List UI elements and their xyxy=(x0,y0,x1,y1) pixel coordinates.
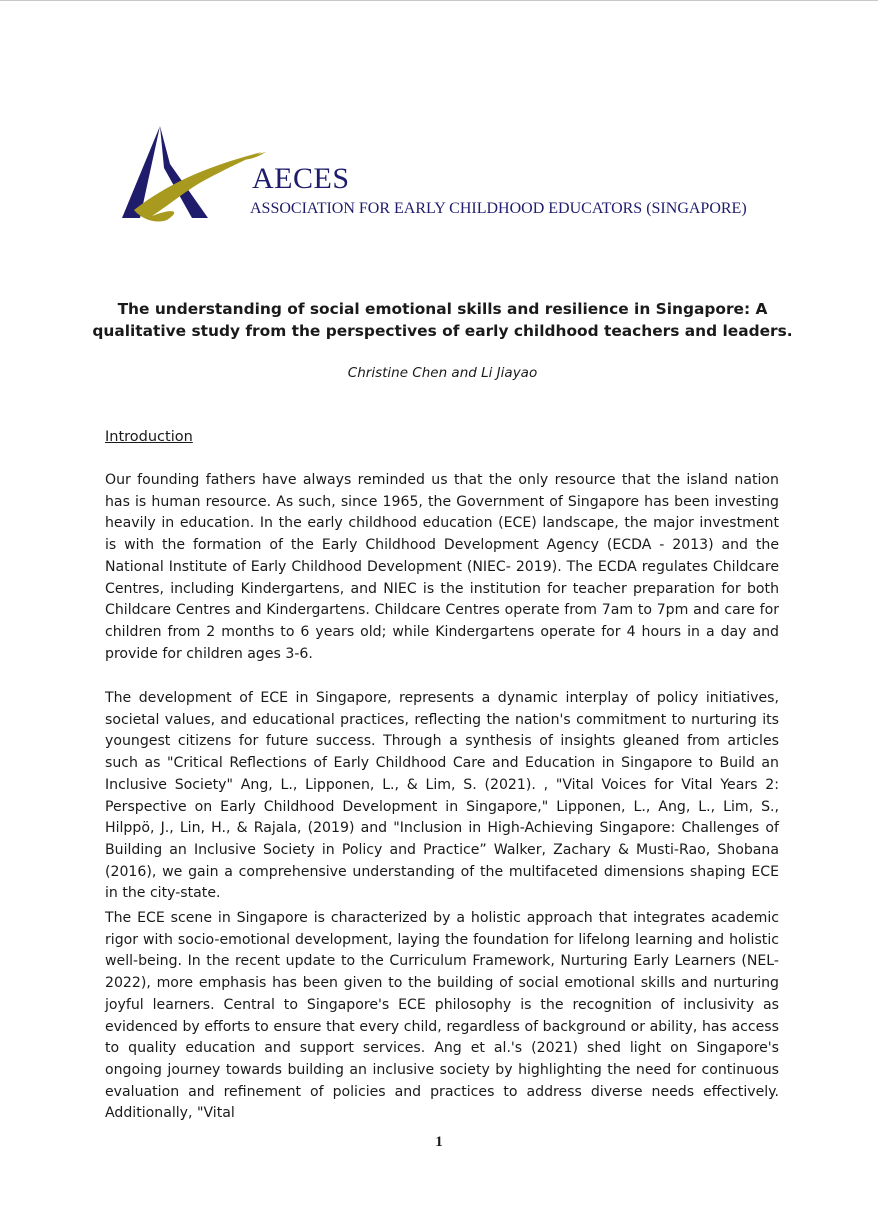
aeces-logo-icon xyxy=(112,124,272,224)
body-paragraph: The development of ECE in Singapore, represents a dynamic interplay of policy initiatives, societal values, and educational practices, reflecting the nation's commitment to nurturing its youngest citizens for future success. Through a synthesis of insights gleaned from articles such as "Critical Reflections of Early Childhood Care and Education in Singapore to Build an Inclusive Society" Ang, L., Lipponen, L., & Lim, S. (2021). , "Vital Voices for Vital Years 2: Perspective on Early Childhood Development in Singapore," Lipponen, L., Ang, L., Lim, S., Hilppö, J., Lin, H., & Rajala, (2019) and "Inclusion in High-Achieving Singapore: Challenges of Building an Inclusive Society in Policy and Practice” Walker, Zachary & Musti-Rao, Shobana (2016), we gain a comprehensive understanding of the multifaceted dimensions shaping ECE in the city-state. xyxy=(105,690,779,902)
section-heading-introduction: Introduction xyxy=(105,429,193,445)
document-authors: Christine Chen and Li Jiayao xyxy=(347,365,538,381)
logo-swoosh-tail xyxy=(240,152,266,160)
org-acronym: AECES xyxy=(252,162,350,195)
page-number: 1 xyxy=(435,1134,443,1150)
org-full-name: ASSOCIATION FOR EARLY CHILDHOOD EDUCATORS (SINGAPORE) xyxy=(250,200,747,217)
document-title: The understanding of social emotional skills and resilience in Singapore: A qualitative study from the perspectives of early childhood teachers and leaders. xyxy=(92,300,793,340)
body-paragraph: The ECE scene in Singapore is characterized by a holistic approach that integrates academic rigor with socio-emotional development, laying the foundation for lifelong learning and holistic well-being. In the recent update to the Curriculum Framework, Nurturing Early Learners (NEL-2022), more emphasis has been given to the building of social emotional skills and nurturing joyful learners. Central to Singapore's ECE philosophy is the recognition of inclusivity as evidenced by efforts to ensure that every child, regardless of background or ability, has access to quality education and support services. Ang et al.'s (2021) shed light on Singapore's ongoing journey towards building an inclusive society by highlighting the need for continuous evaluation and refinement of policies and practices to address diverse needs effectively. Additionally, "Vital xyxy=(105,910,779,1122)
body-paragraph: Our founding fathers have always reminded us that the only resource that the island nation has is human resource. As such, since 1965, the Government of Singapore has been investing heavily in education. In the early childhood education (ECE) landscape, the major investment is with the formation of the Early Childhood Development Agency (ECDA - 2013) and the National Institute of Early Childhood Development (NIEC- 2019). The ECDA regulates Childcare Centres, including Kindergartens, and NIEC is the institution for teacher preparation for both Childcare Centres and Kindergartens. Childcare Centres operate from 7am to 7pm and care for children from 2 months to 6 years old; while Kindergartens operate for 4 hours in a day and provide for children ages 3-6. xyxy=(105,472,779,662)
page-top-border xyxy=(0,0,878,1)
